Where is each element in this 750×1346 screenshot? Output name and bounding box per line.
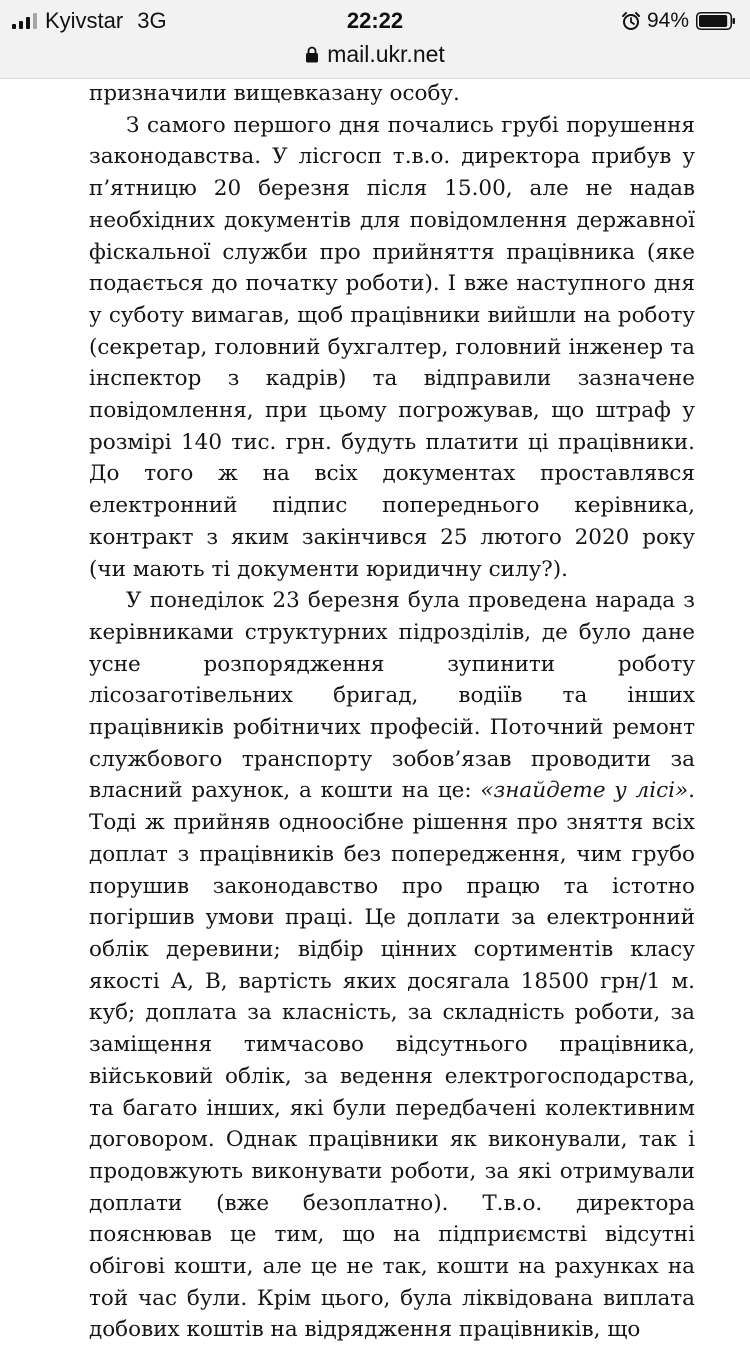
carrier-name: Kyivstar	[45, 8, 124, 33]
url-text: mail.ukr.net	[327, 40, 445, 67]
paragraph-1: призначили вищевказану особу.	[89, 81, 460, 106]
paragraph-3-quote: «знайдете у лісі»	[480, 778, 689, 804]
lock-icon	[305, 46, 319, 63]
email-document-body	[89, 78, 695, 1346]
status-time: 22:22	[346, 8, 404, 33]
network-type: 3G	[137, 8, 167, 33]
battery-icon	[696, 12, 736, 30]
paragraph-3	[89, 585, 695, 1346]
browser-top-bar	[0, 0, 750, 79]
paragraph-3-start: У понеділок 23 березня була проведена нарада з керівниками структурних підрозділів, де було дане усне розпорядження зупинити роботу лісозаготівельних бригад, водіїв та інших працівників робітничих професій. Поточний ремонт службового транспорту зобов’язав проводити за власний рахунок, а кошти на це:	[89, 588, 695, 804]
battery-percent: 94%	[646, 9, 689, 32]
paragraph-2: З самого першого дня почались грубі порушення законодавства. У лісгосп т.в.о. директора прибув у п’ятницю 20 березня після 15.00, але не надав необхідних документів для повідомлення державної фіскальної служби про прийняття працівника (яке подається до початку роботи). І вже наступного дня у суботу вимагав, щоб працівники вийшли на роботу (секретар, головний бухгалтер, головний інженер та інспектор з кадрів) та відправили зазначене повідомлення, при цьому погрожував, що штраф у розмірі 140 тис. грн. будуть платити ці працівники. До того ж на всіх документах проставлявся електронний підпис попереднього керівника, контракт з яким закінчився 25 лютого 2020 року (чи мають ті документи юридичну силу?).	[89, 112, 695, 582]
address-bar[interactable]	[0, 38, 750, 70]
alarm-icon	[621, 11, 641, 31]
paragraph-3-end: . Тоді ж прийняв одноосібне рішення про зняття всіх доплат з працівників без попередження, чим грубо порушив законодавство про працю та істотно погіршив умови праці. Це доплати за електронний облік деревини; відбір цінних сортиментів класу якості А, В, вартість яких досягала 18500 грн/1 м. куб; доплата за класність, за складність роботи, за заміщення тимчасово відсутнього працівника, військовий облік, за ведення електрогосподарства, та багато інших, які були передбачені колективним договором. Однак працівники як виконували, так і продовжують виконувати роботи, за які отримували доплати (вже безоплатно). Т.в.о. директора пояснював це тим, що на підприємстві відсутні обігові кошти, але це не так, кошти на рахунках на той час були. Крім цього, була ліквідована виплата добових коштів на відрядження працівників, що	[89, 778, 695, 1343]
status-bar-right	[621, 7, 736, 35]
